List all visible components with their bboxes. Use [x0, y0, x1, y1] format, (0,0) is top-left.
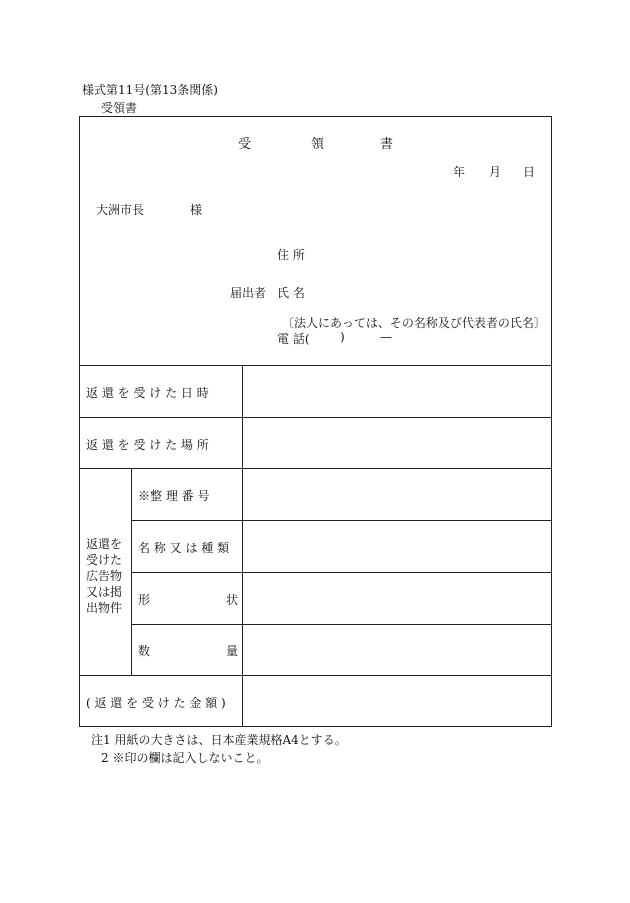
form-number-label: 様式第11号(第13条関係) — [82, 83, 218, 97]
sub-label-quantity-1: 数 — [138, 644, 151, 658]
sub-label-number: ※整 理 番 号 — [138, 489, 210, 503]
title-char-2: 領 — [311, 137, 325, 152]
group-label-line-2: 受けた — [86, 553, 123, 567]
row-label-group — [86, 536, 122, 616]
group-label-line-4: 又は掲 — [86, 585, 123, 599]
sub-label-name-type: 名 称 又 は 種 類 — [138, 541, 230, 555]
group-label-line-1: 返還を — [86, 537, 123, 551]
sub-label-quantity-2: 量 — [226, 644, 239, 658]
address-label: 住 所 — [277, 248, 305, 262]
sub-label-shape-2: 状 — [226, 593, 239, 607]
divider-label-column — [242, 365, 243, 727]
divider-row-amount — [79, 675, 552, 676]
corporate-note: 〔法人にあっては、その名称及び代表者の氏名〕 — [282, 316, 546, 330]
date-day-label: 日 — [523, 165, 536, 179]
group-label-line-5: 出物件 — [86, 601, 123, 615]
date-year-label: 年 — [453, 165, 466, 179]
phone-label: 電 話( — [277, 332, 310, 346]
title-char-1: 受 — [238, 137, 252, 152]
form-subtitle: 受領書 — [101, 101, 138, 115]
form-frame — [79, 116, 552, 727]
row-label-returned-datetime: 返 還 を 受 け た 日 時 — [86, 386, 209, 400]
divider-top-section — [79, 365, 552, 366]
honorific: 様 — [190, 203, 203, 217]
date-month-label: 月 — [489, 165, 502, 179]
divider-sub-2 — [131, 572, 552, 573]
title-char-3: 書 — [380, 137, 394, 152]
group-label-line-3: 広告物 — [86, 569, 123, 583]
phone-close-paren: ) — [340, 330, 345, 344]
note-1: 注1 用紙の大きさは、日本産業規格A4とする。 — [91, 733, 347, 747]
divider-sub-1 — [131, 520, 552, 521]
name-label: 氏 名 — [277, 286, 305, 300]
divider-group-column — [131, 468, 132, 675]
row-label-returned-amount: ( 返 還 を 受 け た 金 額 ) — [86, 696, 226, 710]
divider-row-1 — [79, 417, 552, 418]
sub-label-shape-1: 形 — [138, 593, 151, 607]
note-2: 2 ※印の欄は記入しないこと。 — [101, 751, 269, 765]
divider-row-2 — [79, 468, 552, 469]
notifier-label: 届出者 — [230, 286, 267, 300]
addressee: 大洲市長 — [96, 203, 145, 217]
row-label-returned-place: 返 還 を 受 け た 場 所 — [86, 438, 209, 452]
divider-sub-3 — [131, 624, 552, 625]
phone-dash: — — [380, 330, 392, 344]
